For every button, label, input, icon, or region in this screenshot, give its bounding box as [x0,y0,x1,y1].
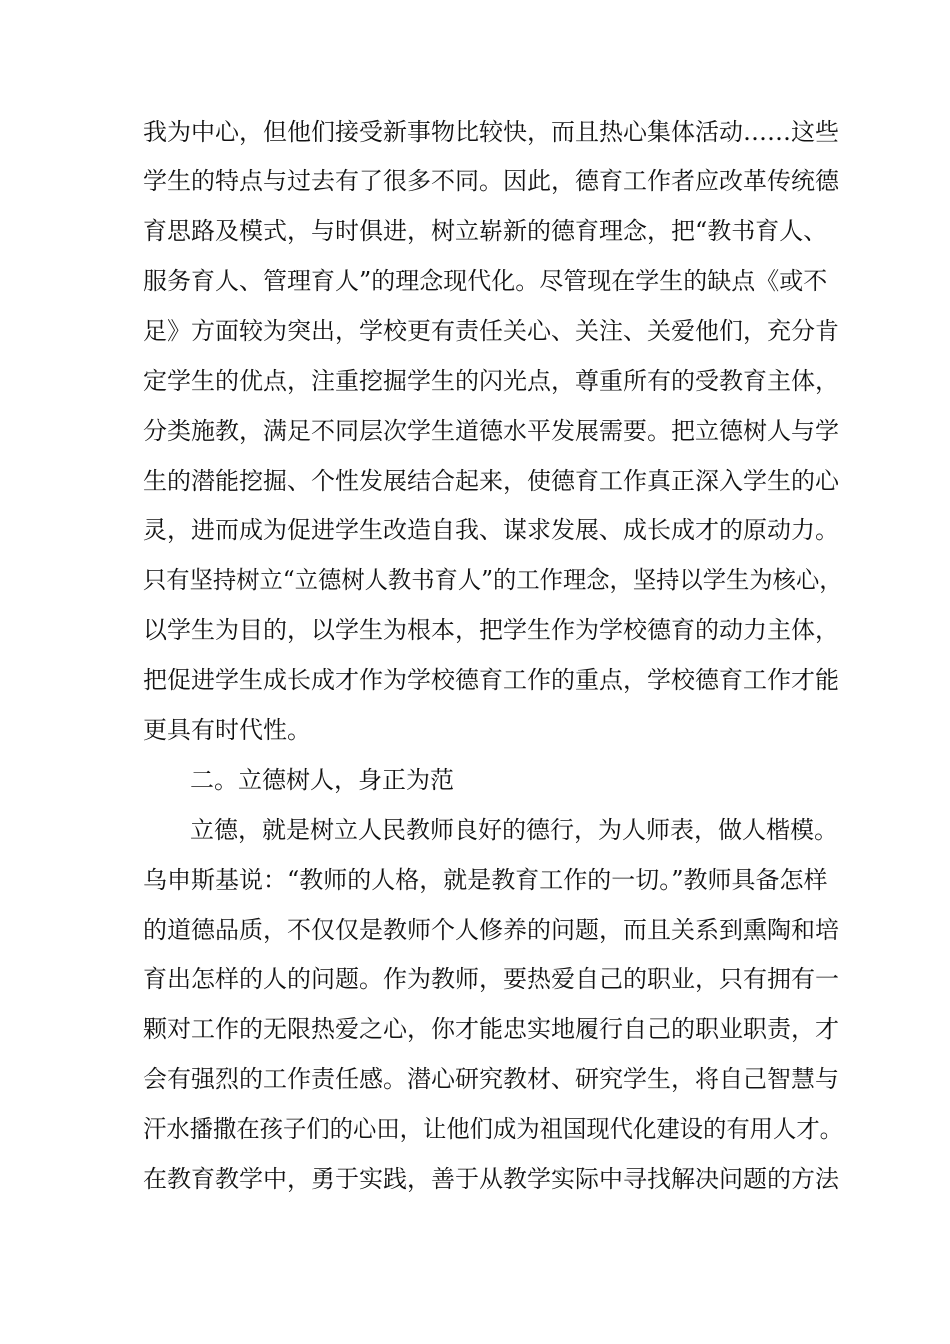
section-heading: 二。立德树人，身正为范 [190,766,454,794]
text-line: 育思路及模式，与时俱进，树立崭新的德育理念，把“教书育人、 [143,217,828,245]
text-line: 定学生的优点，注重挖掘学生的闪光点，尊重所有的受教育主体， [143,367,839,395]
text-line: 足》方面较为突出，学校更有责任关心、关注、关爱他们，充分肯 [143,317,839,345]
text-line: 生的潜能挖掘、个性发展结合起来，使德育工作真正深入学生的心 [143,467,839,495]
text-line: 更具有时代性。 [143,716,311,744]
text-line: 灵，进而成为促进学生改造自我、谋求发展、成长成才的原动力。 [143,516,839,544]
text-line: 立德，就是树立人民教师良好的德行，为人师表，做人楷模。 [190,816,838,844]
text-line: 汗水播撒在孩子们的心田，让他们成为祖国现代化建设的有用人才。 [143,1115,843,1143]
text-line: 服务育人、管理育人”的理念现代化。尽管现在学生的缺点《或不 [143,267,828,295]
text-line: 在教育教学中，勇于实践，善于从教学实际中寻找解决问题的方法 [143,1165,839,1193]
text-line: 会有强烈的工作责任感。潜心研究教材、研究学生，将自己智慧与 [143,1065,839,1093]
text-line: 乌申斯基说：“教师的人格，就是教育工作的一切。”教师具备怎样 [143,866,828,894]
text-line: 只有坚持树立“立德树人教书育人”的工作理念，坚持以学生为核心， [143,566,843,594]
text-line: 以学生为目的，以学生为根本，把学生作为学校德育的动力主体， [143,616,839,644]
text-line: 分类施教，满足不同层次学生道德水平发展需要。把立德树人与学 [143,417,839,445]
text-line: 育出怎样的人的问题。作为教师，要热爱自己的职业，只有拥有一 [143,965,839,993]
text-line: 学生的特点与过去有了很多不同。因此，德育工作者应改革传统德 [143,167,839,195]
text-line: 的道德品质，不仅仅是教师个人修养的问题，而且关系到熏陶和培 [143,916,839,944]
text-line: 颗对工作的无限热爱之心，你才能忠实地履行自己的职业职责，才 [143,1015,839,1043]
text-line: 把促进学生成长成才作为学校德育工作的重点，学校德育工作才能 [143,666,839,694]
text-line: 我为中心，但他们接受新事物比较快，而且热心集体活动……这些 [143,118,839,146]
